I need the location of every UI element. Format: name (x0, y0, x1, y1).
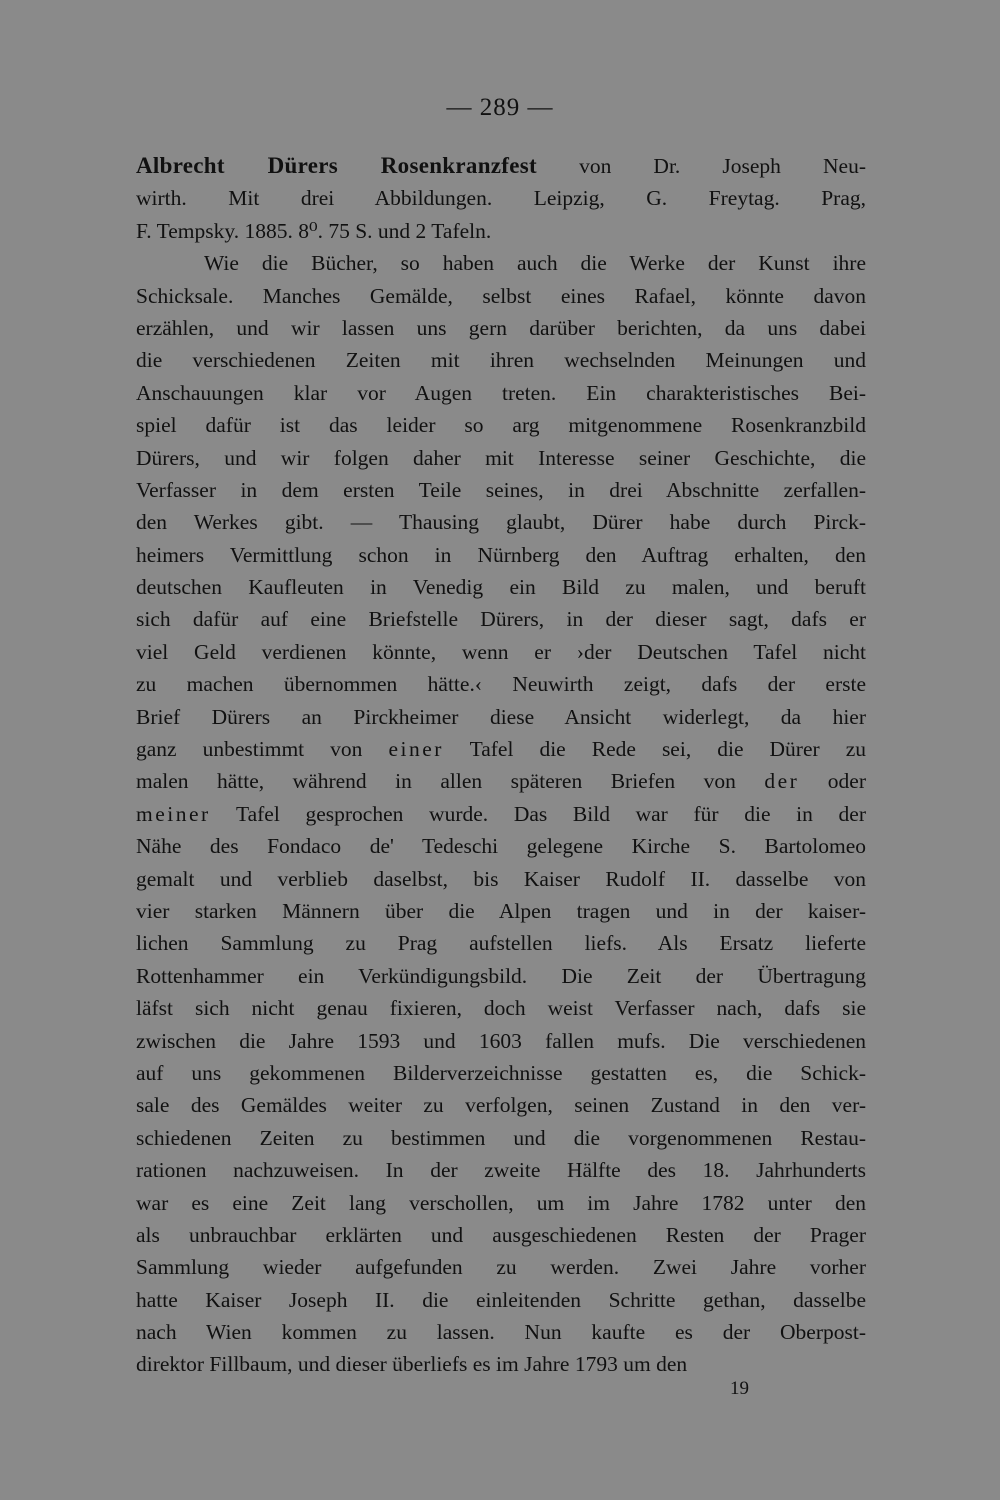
text-line: den Werkes gibt. — Thausing glaubt, Dürer habe durch Pirck- (136, 510, 866, 535)
emphasized-word: meiner (136, 801, 211, 826)
author-text: von Dr. Joseph Neu- (536, 154, 866, 178)
text-line: Schicksale. Manches Gemälde, selbst eines Rafael, könnte davon (136, 283, 866, 308)
text-line: wirth. Mit drei Abbildungen. Leipzig, G. Freytag. Prag, (136, 186, 866, 211)
text-span: oder (799, 769, 866, 794)
text-line: F. Tempsky. 1885. 8⁰. 75 S. und 2 Tafeln. (136, 218, 492, 243)
text-line: hatte Kaiser Joseph II. die einleitenden Schritte gethan, dasselbe (136, 1287, 866, 1312)
text-line: schiedenen Zeiten zu bestimmen und die vorgenommenen Restau- (136, 1125, 866, 1150)
text-line (136, 150, 866, 182)
text-line: zu machen übernommen hätte.‹ Neuwirth zeigt, dafs der erste (136, 672, 866, 697)
text-line: als unbrauchbar erklärten und ausgeschiedenen Resten der Prager (136, 1222, 866, 1247)
text-span: Tafel die Rede sei, die Dürer zu (443, 737, 866, 762)
text-line: spiel dafür ist das leider so arg mitgenommene Rosenkranzbild (136, 413, 866, 438)
book-title: Albrecht Dürers Rosenkranzfest (136, 153, 537, 178)
text-line (136, 765, 866, 797)
text-line (136, 733, 866, 765)
text-line: läfst sich nicht genau fixieren, doch weist Verfasser nach, dafs sie (136, 996, 866, 1021)
text-line (136, 798, 866, 830)
text-line: sich dafür auf eine Briefstelle Dürers, in der dieser sagt, dafs er (136, 607, 866, 632)
text-line: Nähe des Fondaco de' Tedeschi gelegene Kirche S. Bartolomeo (136, 834, 866, 859)
emphasized-word: der (764, 769, 800, 794)
text-line: Verfasser in dem ersten Teile seines, in drei Abschnitte zerfallen- (136, 477, 866, 502)
text-line: sale des Gemäldes weiter zu verfolgen, seinen Zustand in den ver- (136, 1093, 866, 1118)
text-line: Sammlung wieder aufgefunden zu werden. Zwei Jahre vorher (136, 1255, 866, 1280)
text-line: deutschen Kaufleuten in Venedig ein Bild zu malen, und beruft (136, 575, 866, 600)
review-text (136, 150, 866, 1381)
text-line: die verschiedenen Zeiten mit ihren wechselnden Meinungen und (136, 348, 866, 373)
page-number: — 289 — (446, 94, 554, 121)
text-line: vier starken Männern über die Alpen tragen und in der kaiser- (136, 898, 866, 923)
text-span: ganz unbestimmt von (136, 737, 389, 762)
emphasized-word: einer (388, 737, 444, 762)
text-line: erzählen, und wir lassen uns gern darüber berichten, da uns dabei (136, 315, 866, 340)
sheet-signature: 19 (730, 1378, 749, 1399)
text-line: Brief Dürers an Pirckheimer diese Ansicht widerlegt, da hier (136, 704, 866, 729)
text-line: zwischen die Jahre 1593 und 1603 fallen mufs. Die verschiedenen (136, 1028, 866, 1053)
text-line: war es eine Zeit lang verschollen, um im Jahre 1782 unter den (136, 1190, 866, 1215)
text-line: Rottenhammer ein Verkündigungsbild. Die Zeit der Übertragung (136, 963, 866, 988)
text-line: auf uns gekommenen Bilderverzeichnisse gestatten es, die Schick- (136, 1060, 866, 1085)
text-span: malen hätte, während in allen späteren Briefen von (136, 769, 765, 794)
text-line: Dürers, und wir folgen daher mit Interesse seiner Geschichte, die (136, 445, 866, 470)
text-line: direktor Fillbaum, und dieser überliefs es im Jahre 1793 um den (136, 1352, 688, 1377)
text-line: Wie die Bücher, so haben auch die Werke der Kunst ihre (204, 251, 866, 276)
text-span: Tafel gesprochen wurde. Das Bild war für die in der (210, 801, 866, 826)
text-line: gemalt und verblieb daselbst, bis Kaiser Rudolf II. dasselbe von (136, 866, 866, 891)
text-line: Anschauungen klar vor Augen treten. Ein charakteristisches Bei- (136, 380, 866, 405)
text-line: heimers Vermittlung schon in Nürnberg den Auftrag erhalten, den (136, 542, 866, 567)
text-line: viel Geld verdienen könnte, wenn er ›der Deutschen Tafel nicht (136, 639, 866, 664)
text-line: rationen nachzuweisen. In der zweite Hälfte des 18. Jahrhunderts (136, 1158, 866, 1183)
text-line: lichen Sammlung zu Prag aufstellen liefs. Als Ersatz lieferte (136, 931, 866, 956)
text-line: nach Wien kommen zu lassen. Nun kaufte es der Oberpost- (136, 1320, 866, 1345)
